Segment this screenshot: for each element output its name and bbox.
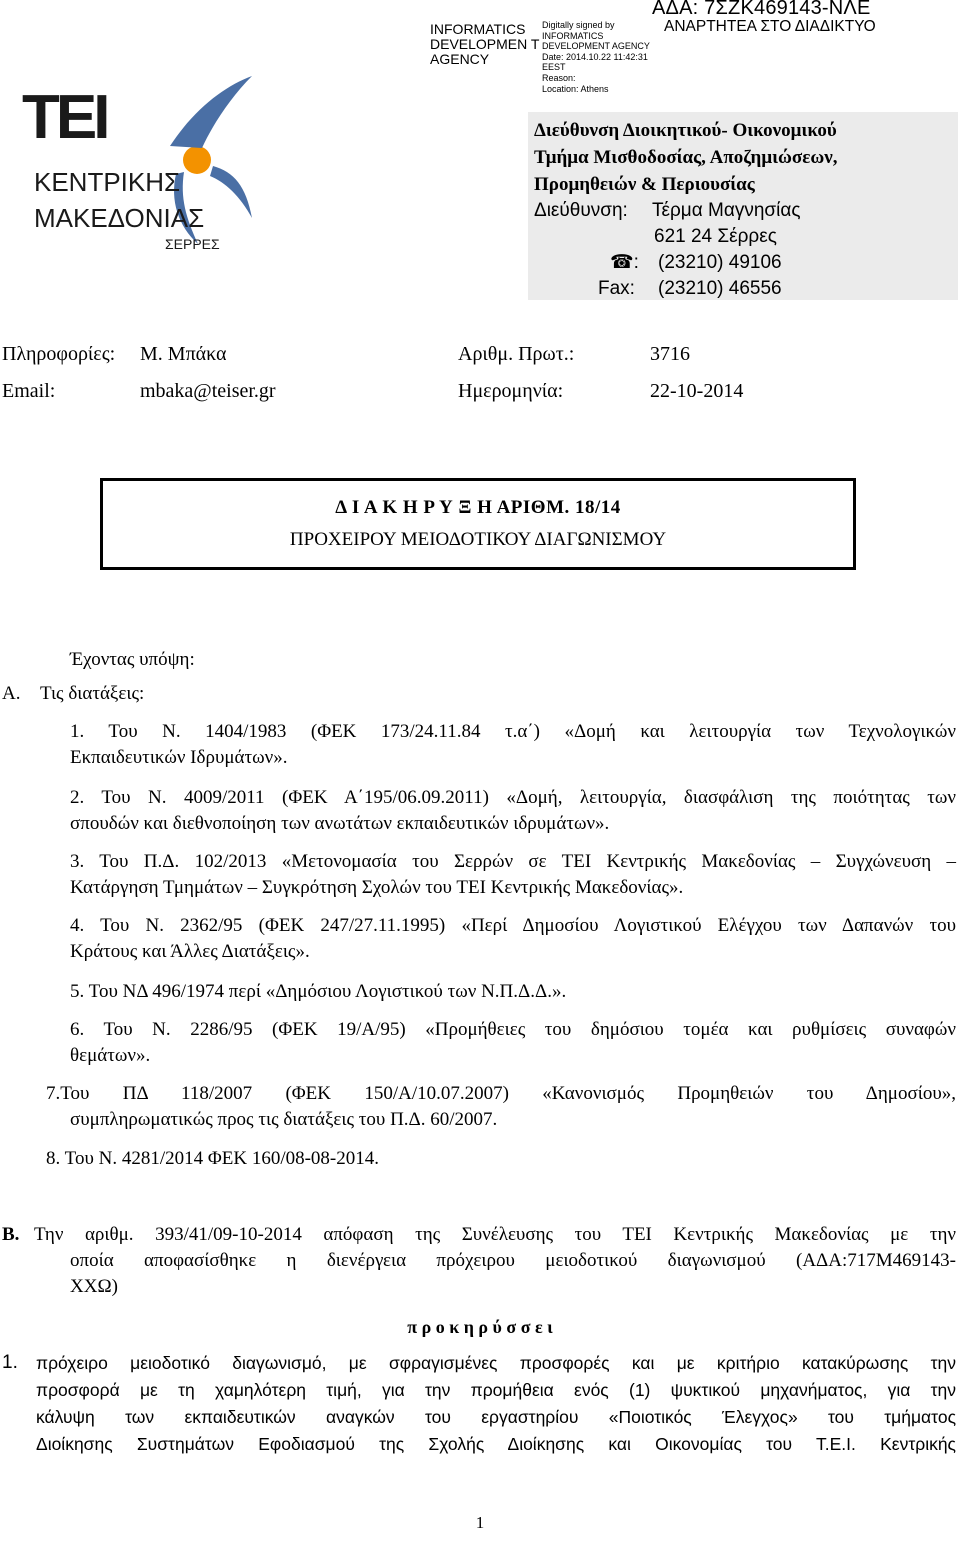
phone-icon: ☎ bbox=[610, 252, 634, 273]
email-value: mbaka@teiser.gr bbox=[140, 380, 276, 402]
document-subtitle: ΠΡΟΧΕΙΡΟΥ ΜΕΙΟΔΟΤΙΚΟΥ ΔΙΑΓΩΝΙΣΜΟΥ bbox=[289, 529, 667, 550]
having-heading: Έχοντας υπόψη: bbox=[70, 649, 195, 670]
list-item-line: συμπληρωματικώς προς τις διατάξεις του Π.Δ. 60/2007. bbox=[70, 1109, 498, 1130]
protocol-label: Αριθμ. Πρωτ.: bbox=[458, 343, 575, 365]
signature-line: EEST bbox=[542, 62, 566, 73]
list-item-line: Εκπαιδευτικών Ιδρυμάτων». bbox=[70, 747, 288, 768]
signature-line: Date: 2014.10.22 11:42:31 bbox=[542, 51, 648, 62]
address-value: Τέρμα Μαγνησίας bbox=[652, 200, 801, 221]
list-item-line: θεμάτων». bbox=[70, 1045, 151, 1066]
title-box bbox=[100, 478, 856, 570]
postal-value: 621 24 Σέρρες bbox=[654, 226, 777, 247]
phone-label: ☎: bbox=[610, 252, 639, 273]
phone-value: (23210) 49106 bbox=[658, 252, 782, 273]
institution-logo bbox=[20, 68, 260, 258]
svg-text:ΜΑΚΕΔΟΝΙΑΣ: ΜΑΚΕΔΟΝΙΑΣ bbox=[34, 203, 205, 233]
list-item-line: 3. Του Π.Δ. 102/2013 «Μετονομασία του Σερρών σε ΤΕΙ Κεντρικής Μακεδονίας – Συγχώνευση – bbox=[70, 851, 956, 872]
ada-note: ΑΝΑΡΤΗΤΕΑ ΣΤΟ ΔΙΑΔΙΚΤΥΟ bbox=[664, 18, 876, 35]
svg-text:ΣΕΡΡΕΣ: ΣΕΡΡΕΣ bbox=[165, 236, 220, 252]
list-item-line: 4. Του Ν. 2362/95 (ΦΕΚ 247/27.11.1995) «Περί Δημοσίου Λογιστικού Ελέγχου των Δαπανών του bbox=[70, 915, 956, 936]
logo-graphic-icon bbox=[20, 68, 260, 258]
document-title: Δ Ι Α Κ Η Ρ Υ Ξ Η ΑΡΙΘΜ. 18/14 bbox=[335, 497, 621, 518]
info-label: Πληροφορίες: bbox=[2, 343, 116, 365]
signature-details bbox=[542, 20, 662, 94]
signature-line: Reason: bbox=[542, 72, 576, 83]
proclaim-heading: π ρ ο κ η ρ ύ σ σ ε ι bbox=[407, 1317, 553, 1337]
section-a-letter: Α. bbox=[2, 683, 21, 704]
department-line: Τμήμα Μισθοδοσίας, Αποζημιώσεων, bbox=[534, 147, 838, 168]
ada-code: ΑΔΑ: 7ΣΖΚ469143-ΝΛΕ bbox=[652, 0, 871, 19]
date-value: 22-10-2014 bbox=[650, 380, 744, 402]
paragraph-line: Διοίκησης Συστημάτων Εφοδιασμού της Σχολής Διοίκησης και Οικονομίας του Τ.Ε.Ι. Κεντρικής bbox=[36, 1434, 956, 1454]
list-item-line: 1. Του Ν. 1404/1983 (ΦΕΚ 173/24.11.84 τ.α΄) «Δομή και λειτουργία των Τεχνολογικών bbox=[70, 721, 956, 742]
date-label: Ημερομηνία: bbox=[458, 380, 564, 402]
list-item-line: 6. Του Ν. 2286/95 (ΦΕΚ 19/Α/95) «Προμήθειες του δημόσιου τομέα και ρυθμίσεις συναφών bbox=[70, 1019, 956, 1040]
list-item-line: σπουδών και διεθνοποίηση των ανωτάτων εκπαιδευτικών ιδρυμάτων». bbox=[70, 813, 610, 834]
paragraph-line: πρόχειρο μειοδοτικό διαγωνισμό, με σφραγισμένες προσφορές και με κριτήριο κατακύρωσης την bbox=[36, 1353, 956, 1373]
fax-value: (23210) 46556 bbox=[658, 278, 782, 299]
section-b-letter: Β. bbox=[2, 1224, 20, 1245]
signature-agency: INFORMATICS DEVELOPMEN T AGENCY bbox=[430, 21, 540, 67]
svg-text:ΤΕΙ: ΤΕΙ bbox=[22, 83, 107, 152]
list-item-line: Κράτους και Άλλες Διατάξεις». bbox=[70, 941, 310, 962]
email-label: Email: bbox=[2, 380, 56, 402]
info-value: Μ. Μπάκα bbox=[140, 343, 227, 365]
signature-line: DEVELOPMENT AGENCY bbox=[542, 41, 650, 52]
department-line: Προμηθειών & Περιουσίας bbox=[534, 174, 755, 195]
section-b-line: οποία αποφασίσθηκε η διενέργεια πρόχειρου μειοδοτικού διαγωνισμού (ΑΔΑ:717Μ469143- bbox=[70, 1250, 956, 1271]
section-b-line: Την αριθμ. 393/41/09-10-2014 απόφαση της Συνέλευσης του ΤΕΙ Κεντρικής Μακεδονίας με την bbox=[34, 1224, 956, 1245]
list-item-line: 7.Του ΠΔ 118/2007 (ΦΕΚ 150/Α/10.07.2007) «Κανονισμός Προμηθειών του Δημοσίου», bbox=[46, 1083, 956, 1104]
signature-line: Digitally signed by bbox=[542, 20, 615, 30]
signature-line: Location: Athens bbox=[542, 83, 609, 94]
paragraph-line: προσφορά με τη χαμηλότερη τιμή, για την προμήθεια ενός (1) ψυκτικού μηχανήματος, για την bbox=[36, 1380, 956, 1400]
department-line: Διεύθυνση Διοικητικού- Οικονομικού bbox=[534, 120, 837, 141]
paragraph-number: 1. bbox=[2, 1352, 18, 1373]
fax-label: Fax: bbox=[598, 278, 635, 299]
page-number: 1 bbox=[475, 1513, 485, 1532]
list-item-line: 8. Του Ν. 4281/2014 ΦΕΚ 160/08-08-2014. bbox=[46, 1148, 380, 1169]
section-b-line: ΧΧΩ) bbox=[70, 1276, 118, 1297]
svg-text:ΚΕΝΤΡΙΚΗΣ: ΚΕΝΤΡΙΚΗΣ bbox=[34, 167, 181, 197]
list-item-line: 2. Του Ν. 4009/2011 (ΦΕΚ Α΄195/06.09.2011) «Δομή, λειτουργία, διασφάλιση της ποιότητας των bbox=[70, 787, 956, 808]
contact-box bbox=[528, 112, 958, 300]
address-label: Διεύθυνση: bbox=[534, 200, 628, 221]
protocol-value: 3716 bbox=[650, 343, 690, 365]
signature-line: INFORMATICS bbox=[542, 30, 604, 41]
list-item-line: 5. Του ΝΔ 496/1974 περί «Δημόσιου Λογιστικού των Ν.Π.Δ.Δ.». bbox=[70, 981, 567, 1002]
list-item-line: Κατάργηση Τμημάτων – Συγκρότηση Σχολών του ΤΕΙ Κεντρικής Μακεδονίας». bbox=[70, 877, 684, 898]
paragraph-line: κάλυψη των εκπαιδευτικών αναγκών του εργαστηρίου «Ποιοτικός Έλεγχος» του τμήματος bbox=[36, 1407, 956, 1427]
section-a-title: Τις διατάξεις: bbox=[40, 683, 145, 704]
